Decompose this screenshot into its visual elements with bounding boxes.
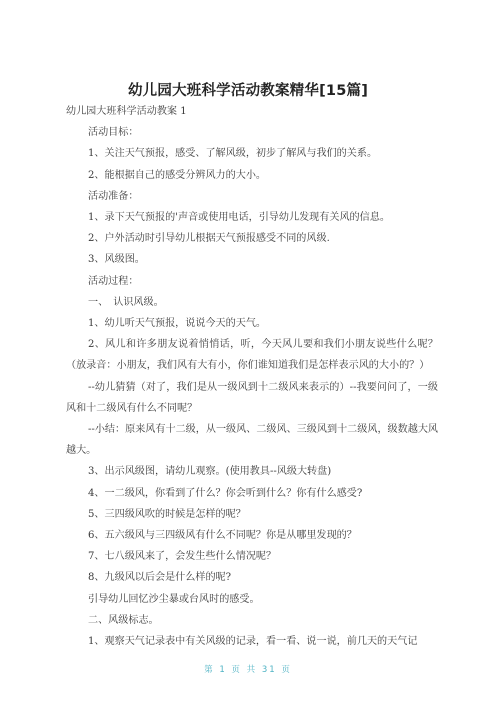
paragraph: 1、幼儿听天气预报，说说今天的天气。 xyxy=(88,318,267,330)
paragraph: 一、 认识风级。 xyxy=(88,296,164,308)
paragraph: 5、三四级风吹的时候是怎样的呢？ xyxy=(88,508,246,520)
paragraph: --小结：原来风有十二级，从一级风、二级风、三级风到十二级风，级数越大风越大。 xyxy=(66,424,439,457)
paragraph: 二、风级标志。 xyxy=(88,614,159,626)
document-body xyxy=(66,101,438,652)
paragraph: 活动准备： xyxy=(88,190,139,202)
paragraph: 幼儿园大班科学活动教案 1 xyxy=(66,106,187,117)
paragraph: 2、户外活动时引导幼儿根据天气预报感受不同的风级. xyxy=(88,233,330,245)
paragraph: 3、出示风级图，请幼儿观察。(使用教具--风级大转盘) xyxy=(88,466,332,478)
paragraph: 6、五六级风与三四级风有什么不同呢？你是从哪里发现的？ xyxy=(88,530,357,542)
paragraph: 8、九级风以后会是什么样的呢? xyxy=(88,572,232,584)
paragraph: 引导幼儿回忆沙尘暴或台风时的感受。 xyxy=(88,593,260,605)
paragraph: 2、能根据自己的感受分辨风力的大小。 xyxy=(88,169,267,181)
paragraph: 4、一二级风，你看到了什么？你会听到什么？你有什么感受? xyxy=(88,487,363,499)
paragraph: 2、风儿和许多朋友说着悄悄话，听，今天风儿要和我们小朋友说些什么呢？（放录音：小朋友，我们风有大有小，你们谁知道我们是怎样表示风的大小的？） xyxy=(66,339,438,372)
page-footer: 第 1 页 共 31 页 xyxy=(204,665,292,675)
paragraph: 1、观察天气记录表中有关风级的记录，看一看、说一说，前几天的天气记 xyxy=(88,636,418,648)
paragraph: 1、录下天气预报的'声音或使用电话，引导幼儿发现有关风的信息。 xyxy=(88,212,390,224)
paragraph: 活动过程： xyxy=(88,275,139,287)
paragraph: 3、风级图。 xyxy=(88,254,145,266)
document-title: 幼儿园大班科学活动教案精华[15篇] xyxy=(127,83,369,99)
paragraph: 活动目标： xyxy=(88,127,139,139)
paragraph: --幼儿猜猜（对了，我们是从一级风到十二级风来表示的）--我要问问了，一级风和十二级风有什么不同呢？ xyxy=(66,381,438,414)
paragraph: 1、关注天气预报，感受、了解风级，初步了解风与我们的关系。 xyxy=(88,148,378,160)
paragraph: 7、七八级风来了，会发生些什么情况呢？ xyxy=(88,551,277,563)
